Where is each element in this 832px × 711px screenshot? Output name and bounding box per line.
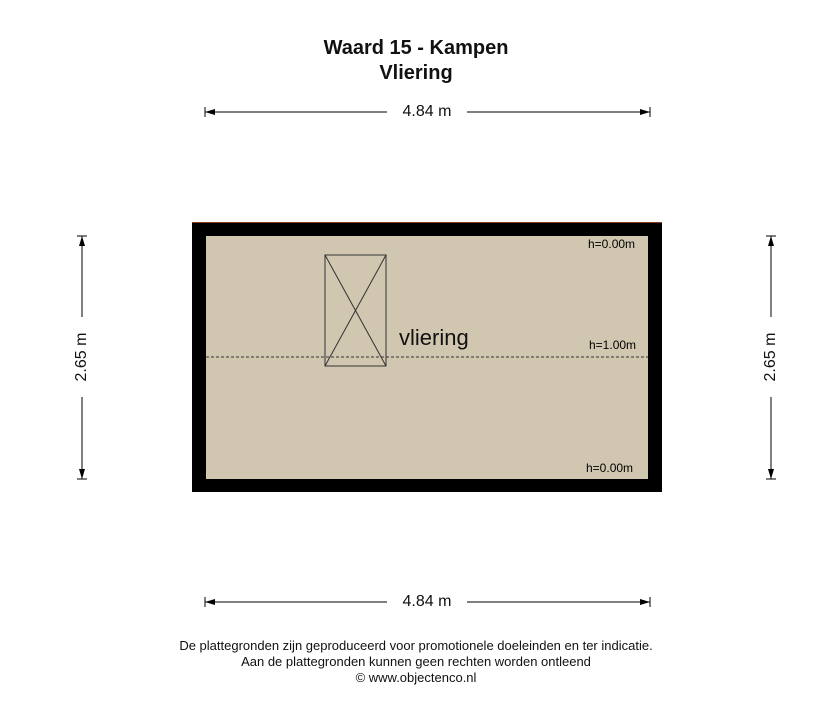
disclaimer-line-1: De plattegronden zijn geproduceerd voor promotionele doeleinden en ter indicatie. xyxy=(179,638,653,653)
dimension-label-left: 2.65 m xyxy=(72,317,92,397)
dimension-label-right: 2.65 m xyxy=(761,317,781,397)
room-label: vliering xyxy=(399,325,469,350)
height-label-bottom: h=0.00m xyxy=(586,461,634,475)
dimension-label-bottom: 4.84 m xyxy=(387,592,467,612)
disclaimer-line-2: Aan de plattegronden kunnen geen rechten worden ontleend xyxy=(241,654,591,669)
height-label-top: h=0.00m xyxy=(588,237,636,251)
plan-title: Waard 15 - Kampen xyxy=(323,37,509,59)
dimension-label-top: 4.84 m xyxy=(387,102,467,122)
copyright-link[interactable]: © www.objectenco.nl xyxy=(355,670,477,685)
floor-name: Vliering xyxy=(379,62,453,84)
height-label-middle: h=1.00m xyxy=(589,338,637,352)
